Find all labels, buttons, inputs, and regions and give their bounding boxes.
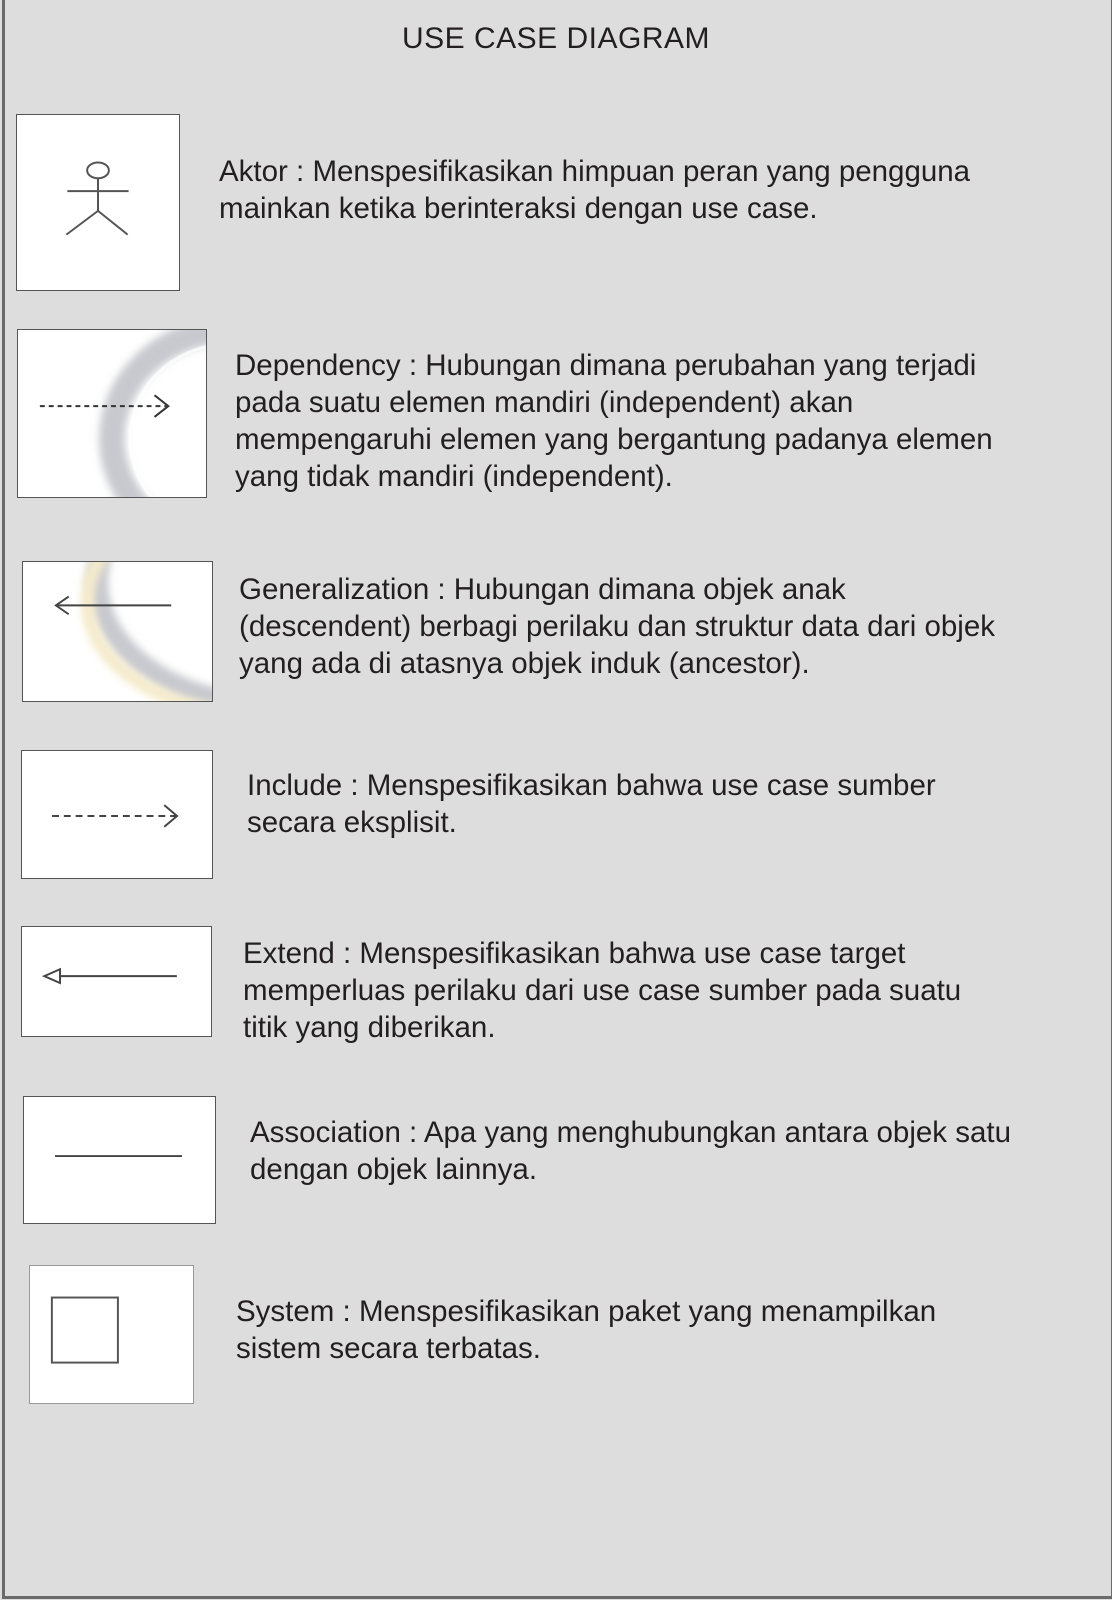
actor-icon bbox=[17, 115, 179, 290]
desc-line: sistem secara terbatas. bbox=[236, 1332, 541, 1365]
desc-line: pada suatu elemen mandiri (independent) akan bbox=[235, 386, 854, 419]
desc-line: mainkan ketika berinteraksi dengan use case. bbox=[219, 192, 818, 225]
actor-description bbox=[219, 153, 970, 227]
desc-line: Aktor : Menspesifikasikan himpuan peran yang pengguna bbox=[219, 155, 971, 188]
desc-line: System : Menspesifikasikan paket yang menampilkan bbox=[236, 1295, 937, 1328]
association-line-icon bbox=[24, 1097, 215, 1223]
extend-description bbox=[243, 935, 961, 1046]
desc-line: secara eksplisit. bbox=[247, 806, 457, 839]
include-description bbox=[247, 767, 936, 841]
desc-line: dengan objek lainnya. bbox=[250, 1153, 538, 1186]
desc-line: mempengaruhi elemen yang bergantung padanya elemen bbox=[235, 423, 993, 456]
desc-line: yang tidak mandiri (independent). bbox=[235, 460, 673, 493]
generalization-arrow-icon bbox=[23, 562, 212, 701]
extend-arrow-icon bbox=[22, 927, 211, 1036]
desc-line: Dependency : Hubungan dimana perubahan yang terjadi bbox=[235, 349, 977, 382]
desc-line: Include : Menspesifikasikan bahwa use case sumber bbox=[247, 769, 936, 802]
generalization-description bbox=[239, 571, 995, 682]
association-description bbox=[250, 1114, 1011, 1188]
include-symbol-box bbox=[21, 750, 213, 879]
generalization-symbol-box bbox=[22, 561, 213, 702]
dependency-symbol-box bbox=[17, 329, 207, 498]
desc-line: Generalization : Hubungan dimana objek anak bbox=[239, 573, 846, 606]
desc-line: Association : Apa yang menghubungkan antara objek satu bbox=[250, 1116, 1011, 1149]
dependency-description bbox=[235, 347, 993, 495]
extend-symbol-box bbox=[21, 926, 212, 1037]
page-title: USE CASE DIAGRAM bbox=[401, 22, 711, 55]
dependency-arrow-icon bbox=[18, 330, 206, 497]
system-symbol-box bbox=[29, 1265, 194, 1404]
include-arrow-icon bbox=[22, 751, 212, 878]
desc-line: titik yang diberikan. bbox=[243, 1011, 496, 1044]
desc-line: Extend : Menspesifikasikan bahwa use case target bbox=[243, 937, 906, 970]
system-description bbox=[236, 1293, 936, 1367]
desc-line: yang ada di atasnya objek induk (ancestor). bbox=[239, 647, 810, 680]
desc-line: memperluas perilaku dari use case sumber pada suatu bbox=[243, 974, 962, 1007]
actor-symbol-box bbox=[16, 114, 180, 291]
association-symbol-box bbox=[23, 1096, 216, 1224]
desc-line: (descendent) berbagi perilaku dan struktur data dari objek bbox=[239, 610, 995, 643]
system-box-icon bbox=[30, 1266, 193, 1403]
